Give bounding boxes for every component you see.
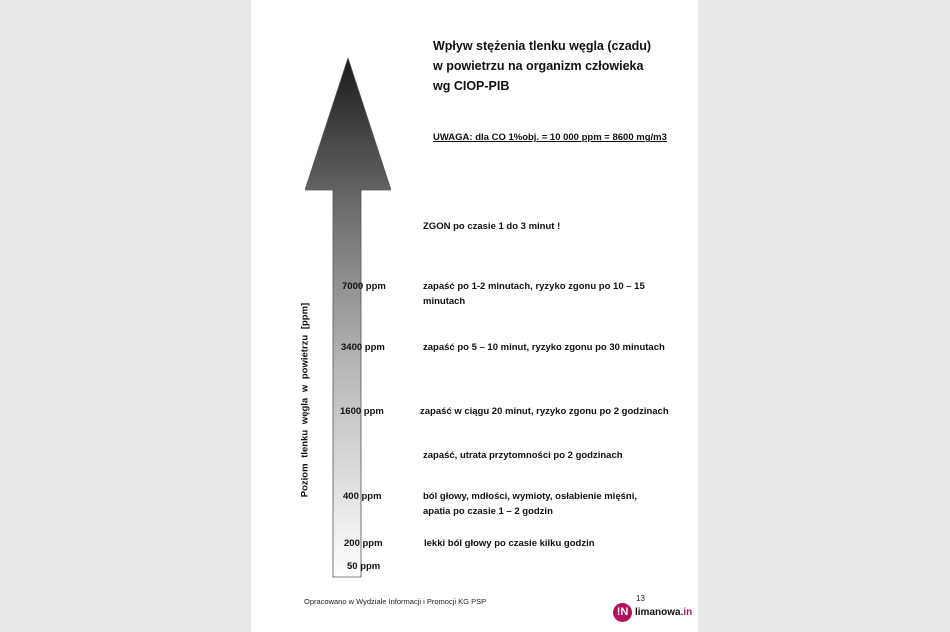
page-title bbox=[433, 36, 693, 96]
level-50: 50 ppm bbox=[347, 561, 381, 572]
effect-400: ból głowy, mdłości, wymioty, osłabienie mięśni, apatia po czasie 1 – 2 godzin bbox=[423, 491, 637, 517]
logo-name: limanowa bbox=[635, 606, 681, 618]
axis-label: Poziom tlenku węgla w powietrzu [ppm] bbox=[299, 302, 311, 498]
effect-3400: zapaść po 5 – 10 minut, ryzyko zgonu po 30 minutach bbox=[423, 342, 665, 353]
effect-1600: zapaść w ciągu 20 minut, ryzyko zgonu po 2 godzinach bbox=[420, 406, 669, 417]
conversion-note: UWAGA: dla CO 1%obj. = 10 000 ppm = 8600 mg/m3 bbox=[433, 132, 667, 143]
logo-suffix: .in bbox=[680, 606, 693, 618]
logo-badge-icon: !N bbox=[613, 603, 632, 622]
effect-7000: zapaść po 1-2 minutach, ryzyko zgonu po 10 – 15 minutach bbox=[423, 281, 645, 307]
site-logo[interactable] bbox=[613, 601, 692, 623]
death-note: ZGON po czasie 1 do 3 minut ! bbox=[423, 221, 561, 232]
title-line-3: wg CIOP-PIB bbox=[433, 79, 510, 93]
effect-800: zapaść, utrata przytomności po 2 godzinach bbox=[423, 450, 623, 461]
level-1600: 1600 ppm bbox=[340, 406, 384, 417]
level-3400: 3400 ppm bbox=[341, 342, 385, 353]
level-200: 200 ppm bbox=[344, 538, 383, 549]
title-line-1: Wpływ stężenia tlenku węgla (czadu) bbox=[433, 39, 652, 53]
footer-text: Opracowano w Wydziale Informacji i Promocji KG PSP bbox=[304, 597, 487, 606]
level-7000: 7000 ppm bbox=[342, 281, 386, 292]
logo-text bbox=[635, 607, 692, 618]
document-page bbox=[251, 0, 698, 632]
level-400: 400 ppm bbox=[343, 491, 382, 502]
page-number: 13 bbox=[636, 594, 645, 603]
title-line-2: w powietrzu na organizm człowieka bbox=[433, 59, 644, 73]
effect-200: lekki ból głowy po czasie kilku godzin bbox=[424, 538, 595, 549]
